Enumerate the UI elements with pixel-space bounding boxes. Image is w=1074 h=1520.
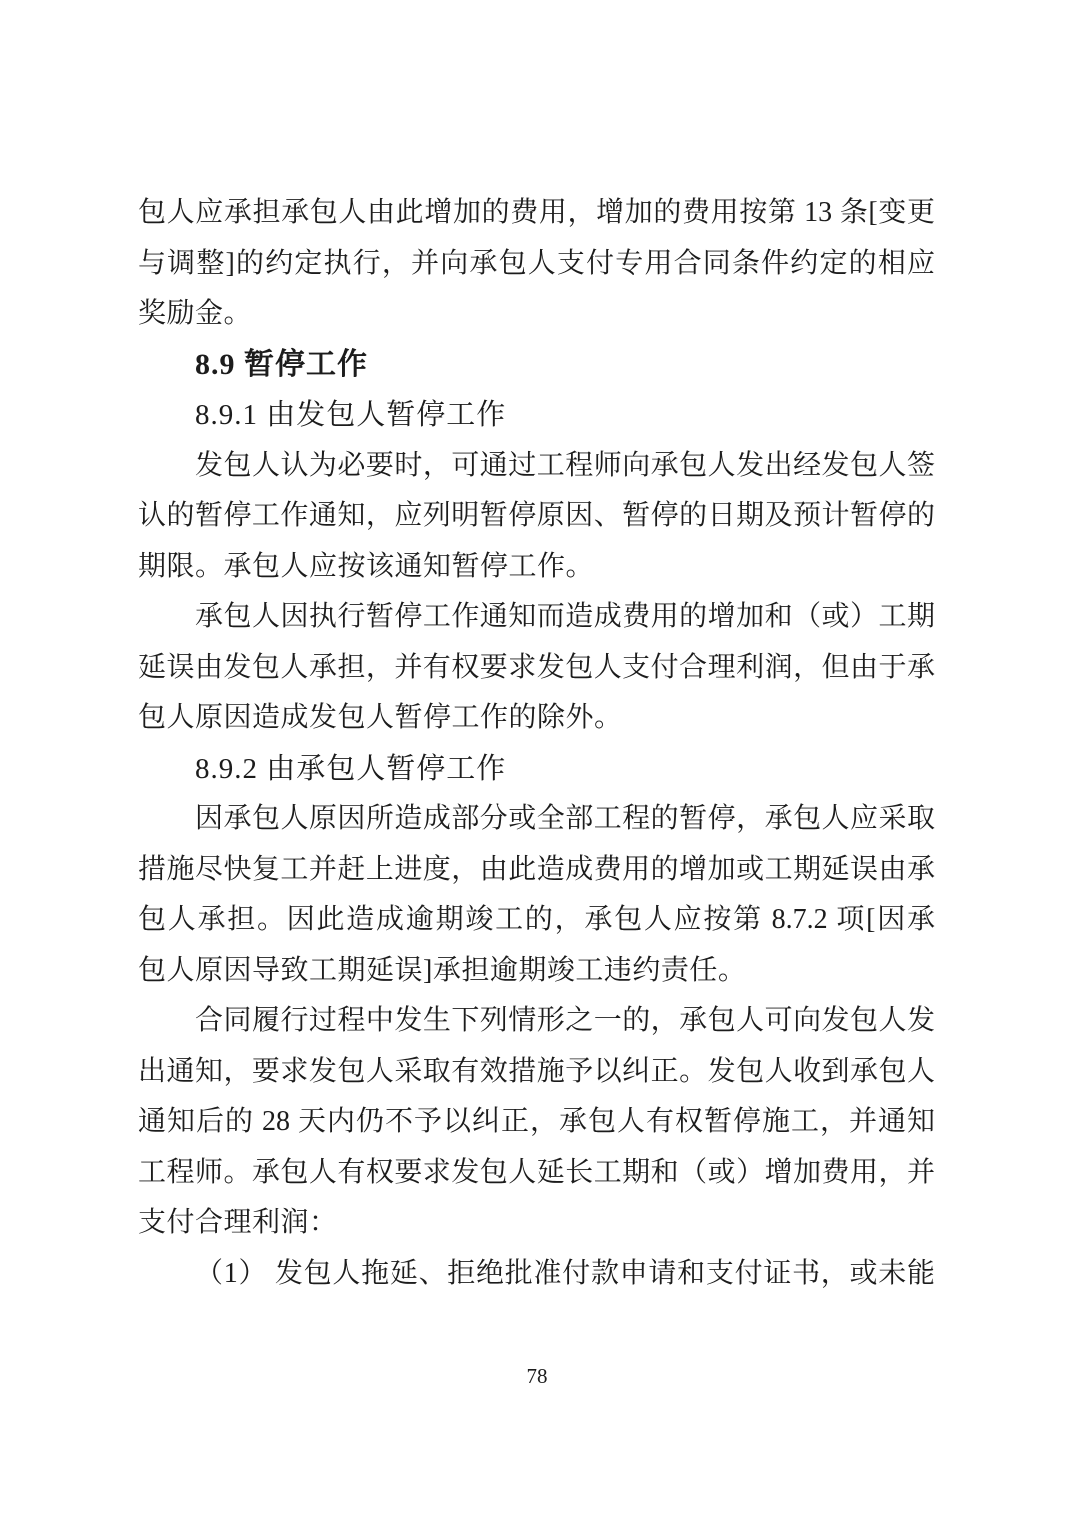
list-item-line: （1） 发包人拖延、拒绝批准付款申请和支付证书，或未能 bbox=[195, 1257, 935, 1289]
subsection-heading-8-9-2: 8.9.2 由承包人暂停工作 bbox=[195, 752, 507, 785]
paragraph-line: 包人原因造成发包人暂停工作的除外。 bbox=[138, 702, 623, 733]
paragraph-line: 包人承担。因此造成逾期竣工的，承包人应按第 8.7.2 项[因承 bbox=[138, 904, 935, 935]
paragraph-line: 延误由发包人承担，并有权要求发包人支付合理利润，但由于承 bbox=[138, 651, 935, 683]
paragraph-line: 发包人认为必要时，可通过工程师向承包人发出经发包人签 bbox=[195, 449, 935, 481]
page-number: 78 bbox=[526, 1364, 548, 1388]
paragraph-line: 与调整]的约定执行，并向承包人支付专用合同条件约定的相应 bbox=[138, 247, 935, 279]
paragraph-line: 期限。承包人应按该通知暂停工作。 bbox=[138, 550, 595, 582]
paragraph-line: 措施尽快复工并赶上进度，由此造成费用的增加或工期延误由承 bbox=[138, 853, 935, 885]
text-block bbox=[138, 188, 935, 1299]
paragraph-line: 包人原因导致工期延误]承担逾期竣工违约责任。 bbox=[138, 954, 747, 986]
paragraph-line: 包人应承担承包人由此增加的费用，增加的费用按第 13 条[变更 bbox=[138, 197, 935, 228]
paragraph-line: 工程师。承包人有权要求发包人延长工期和（或）增加费用，并 bbox=[138, 1156, 935, 1188]
paragraph-line: 合同履行过程中发生下列情形之一的，承包人可向发包人发 bbox=[195, 1005, 935, 1036]
section-heading-8-9: 8.9 暂停工作 bbox=[195, 347, 368, 381]
subsection-heading-8-9-1: 8.9.1 由发包人暂停工作 bbox=[195, 399, 507, 431]
paragraph-line: 出通知，要求发包人采取有效措施予以纠正。发包人收到承包人 bbox=[138, 1055, 935, 1087]
paragraph-line: 承包人因执行暂停工作通知而造成费用的增加和（或）工期 bbox=[195, 601, 935, 632]
paragraph-line: 支付合理利润： bbox=[138, 1207, 338, 1238]
paragraph-line: 通知后的 28 天内仍不予以纠正，承包人有权暂停施工，并通知 bbox=[138, 1106, 935, 1137]
paragraph-line: 因承包人原因所造成部分或全部工程的暂停，承包人应采取 bbox=[195, 803, 935, 834]
paragraph-line: 奖励金。 bbox=[138, 298, 253, 329]
paragraph-line: 认的暂停工作通知，应列明暂停原因、暂停的日期及预计暂停的 bbox=[138, 500, 935, 531]
